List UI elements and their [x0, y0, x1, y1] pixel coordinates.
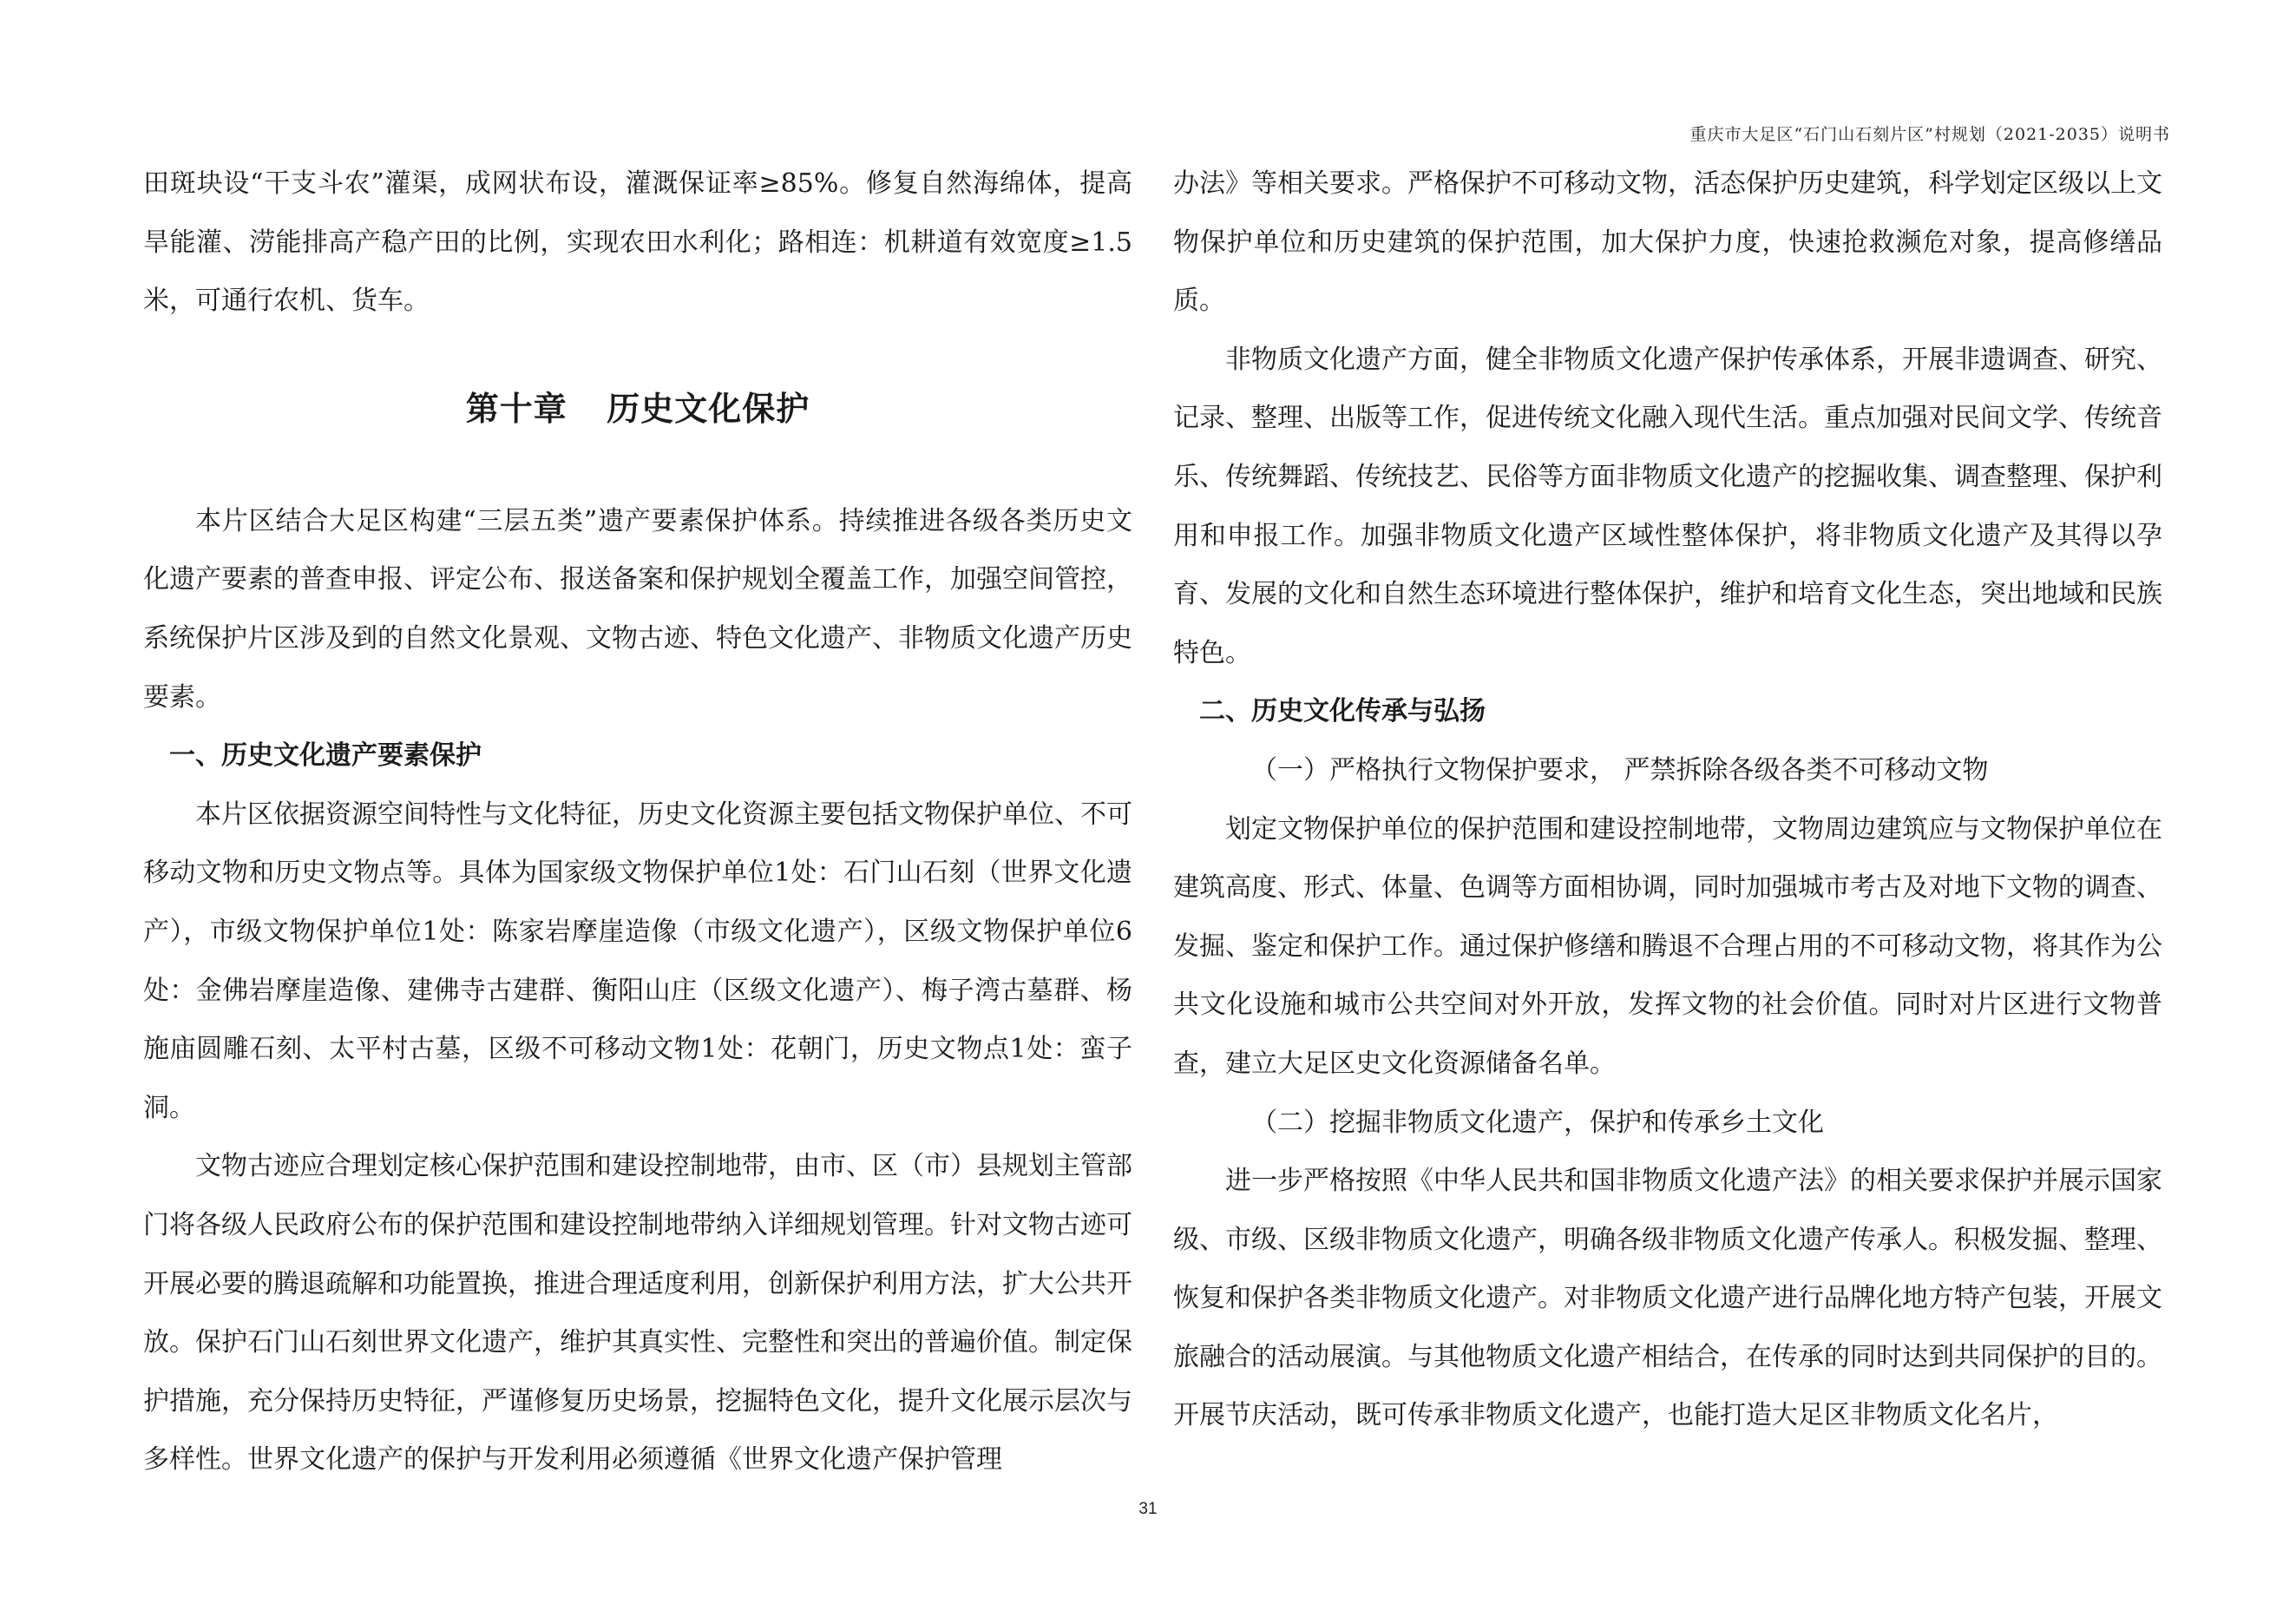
continued-paragraph: 办法》等相关要求。严格保护不可移动文物，活态保护历史建筑，科学划定区级以上文物保护单位和历史建筑的保护范围，加大保护力度，快速抢救濒危对象，提高修缮品质。	[1173, 168, 2162, 317]
left-column	[143, 155, 1132, 1489]
body-paragraph: 划定文物保护单位的保护范围和建设控制地带，文物周边建筑应与文物保护单位在建筑高度、形式、体量、色调等方面相协调，同时加强城市考古及对地下文物的调查、发掘、鉴定和保护工作。通过保护修缮和腾退不合理占用的不可移动文物，将其作为公共文化设施和城市公共空间对外开放，发挥文物的社会价值。同时对片区进行文物普查，建立大足区史文化资源储备名单。	[1173, 813, 2162, 1079]
chapter-number: 第十章	[465, 389, 567, 428]
body-paragraph: 进一步严格按照《中华人民共和国非物质文化遗产法》的相关要求保护并展示国家级、市级、区级非物质文化遗产，明确各级非物质文化遗产传承人。积极发掘、整理、恢复和保护各类非物质文化遗产。对非物质文化遗产进行品牌化地方特产包装，开展文旅融合的活动展演。与其他物质文化遗产相结合，在传承的同时达到共同保护的目的。开展节庆活动，既可传承非物质文化遗产，也能打造大足区非物质文化名片，	[1173, 1166, 2162, 1431]
chapter-title: 历史文化保护	[607, 389, 810, 428]
section-heading: 二、历史文化传承与弘扬	[1199, 696, 1486, 727]
page-header: 重庆市大足区“石门山石刻片区”村规划（2021-2035）说明书	[1689, 125, 2170, 144]
body-paragraph: 文物古迹应合理划定核心保护范围和建设控制地带，由市、区（市）县规划主管部门将各级人民政府公布的保护范围和建设控制地带纳入详细规划管理。针对文物古迹可开展必要的腾退疏解和功能置换，推进合理适度利用，创新保护利用方法，扩大公共开放。保护石门山石刻世界文化遗产，维护其真实性、完整性和突出的普遍价值。制定保护措施，充分保持历史特征，严谨修复历史场景，挖掘特色文化，提升文化展示层次与多样性。世界文化遗产的保护与开发利用必须遵循《世界文化遗产保护管理	[143, 1151, 1132, 1476]
continued-paragraph: 田斑块设“干支斗农”灌渠，成网状布设，灌溉保证率≥85%。修复自然海绵体，提高旱能灌、涝能排高产稳产田的比例，实现农田水利化；路相连：机耕道有效宽度≥1.5米，可通行农机、货车。	[143, 168, 1132, 317]
chapter-intro-paragraph: 本片区结合大足区构建“三层五类”遗产要素保护体系。持续推进各级各类历史文化遗产要素的普查申报、评定公布、报送备案和保护规划全覆盖工作，加强空间管控，系统保护片区涉及到的自然文化景观、文物古迹、特色文化遗产、非物质文化遗产历史要素。	[143, 505, 1132, 713]
page-number: 31	[1138, 1500, 1158, 1518]
body-paragraph: 本片区依据资源空间特性与文化特征，历史文化资源主要包括文物保护单位、不可移动文物和历史文物点等。具体为国家级文物保护单位1处：石门山石刻（世界文化遗产），市级文物保护单位1处：陈家岩摩崖造像（市级文化遗产），区级文物保护单位6处：金佛岩摩崖造像、建佛寺古建群、衡阳山庄（区级文化遗产）、梅子湾古墓群、杨施庙圆雕石刻、太平村古墓，区级不可移动文物1处：花朝门，历史文物点1处：蛮子洞。	[143, 799, 1132, 1123]
subsection-heading: （一）严格执行文物保护要求， 严禁拆除各级各类不可移动文物	[1251, 754, 1989, 786]
chapter-heading	[143, 374, 1132, 444]
body-paragraph: 非物质文化遗产方面，健全非物质文化遗产保护传承体系，开展非遗调查、研究、记录、整理、出版等工作，促进传统文化融入现代生活。重点加强对民间文学、传统音乐、传统舞蹈、传统技艺、民俗等方面非物质文化遗产的挖掘收集、调查整理、保护利用和申报工作。加强非物质文化遗产区域性整体保护，将非物质文化遗产及其得以孕育、发展的文化和自然生态环境进行整体保护，维护和培育文化生态，突出地域和民族特色。	[1173, 344, 2162, 668]
right-column	[1173, 155, 2162, 1445]
subsection-heading: （二）挖掘非物质文化遗产，保护和传承乡土文化	[1251, 1107, 1824, 1138]
section-heading: 一、历史文化遗产要素保护	[169, 740, 482, 772]
